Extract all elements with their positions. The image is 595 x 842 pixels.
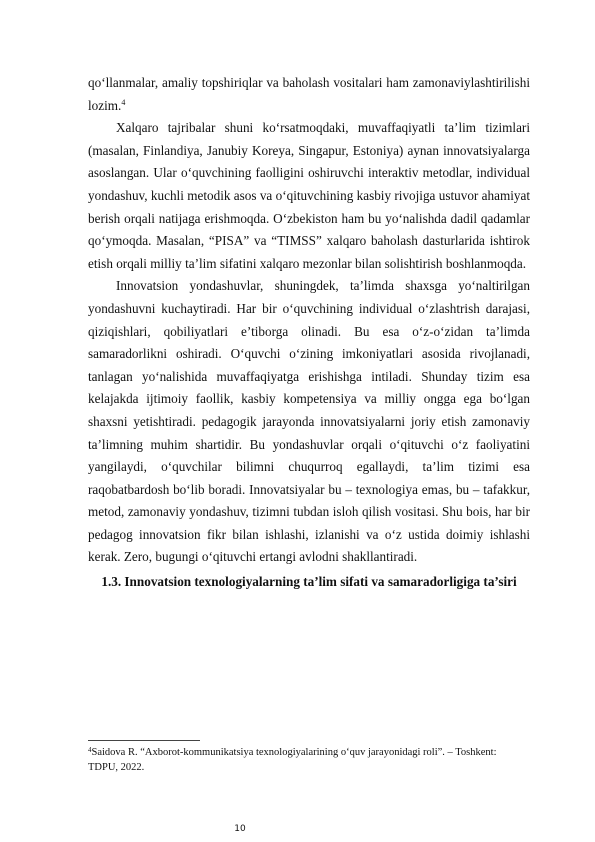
- body-text: [88, 72, 530, 594]
- footnote-mark: 4: [88, 746, 92, 754]
- footnote-reference[interactable]: 4: [121, 97, 126, 107]
- paragraph-international-experience: Xalqaro tajribalar shuni ko‘rsatmoqdaki, muvaffaqiyatli ta’lim tizimlari (masalan, Finlandiya, Janubiy Koreya, Singapur, Estoniya) aynan innovatsiyalarga asoslangan. Ular o‘quvchining faolligini oshiruvchi interaktiv metodlar, individual yondashuv, kuchli metodik asos va o‘qituvchining kasbiy rivojiga ustuvor ahamiyat berish orqali natijaga erishmoqda. O‘zbekiston ham bu yo‘nalishda dadil qadamlar qo‘ymoqda. Masalan, “PISA” va “TIMSS” xalqaro baholash dasturlarida ishtirok etish orqali milliy ta’lim sifatini xalqaro mezonlar bilan solishtirish boshlanmoqda.: [88, 120, 530, 271]
- paragraph-innovative-approaches: Innovatsion yondashuvlar, shuningdek, ta’limda shaxsga yo‘naltirilgan yondashuvni kuchaytiradi. Har bir o‘quvchining individual o‘zlashtrish darajasi, qiziqishlari, qobiliyatlari e’tiborga olinadi. Bu esa o‘z-o‘zidan ta’limda samaradorlikni oshiradi. O‘quvchi o‘zining imkoniyatlari asosida rivojlanadi, tanlagan yo‘nalishida muvaffaqiyatga erishishga intiladi. Shunday tizim esa kelajakda ijtimoiy faollik, kasbiy kompetensiya va milliy ongga ega bo‘lgan shaxsni yetishtiradi. pedagogik jarayonda innovatsiyalarni joriy etish zamonaviy ta’limning muhim shartidir. Bu yondashuvlar orqali o‘qituvchi o‘z faoliyatini yangilaydi, o‘quvchilar bilimni chuqurroq egallaydi, ta’lim tizimi esa raqobatbardosh bo‘lib boradi. Innovatsiyalar bu – texnologiya emas, bu – tafakkur, metod, zamonaviy yondashuv, tizimni tubdan isloh qilish vositasi. Shu bois, har bir pedagog innovatsion fikr bilan ishlashi, izlanishi va o‘z ustida doimiy ishlashi kerak. Zero, bugungi o‘qituvchi ertangi avlodni shakllantiradi.: [88, 278, 530, 565]
- paragraph-text: qo‘llanmalar, amaliy topshiriqlar va baholash vositalari ham zamonaviylashtirilishi lozim.: [88, 75, 530, 113]
- section-heading: 1.3. Innovatsion texnologiyalarning ta’lim sifati va samaradorligiga ta’siri: [101, 574, 517, 590]
- footnote-text: Saidova R. “Axborot-kommunikatsiya texnologiyalarining o‘quv jarayonidagi roli”. – Toshkent: TDPU, 2022.: [88, 747, 497, 773]
- footnote-divider: [88, 740, 200, 741]
- footnote: [88, 743, 528, 775]
- paragraph-continued: [88, 72, 530, 117]
- page-number: 10: [234, 824, 246, 834]
